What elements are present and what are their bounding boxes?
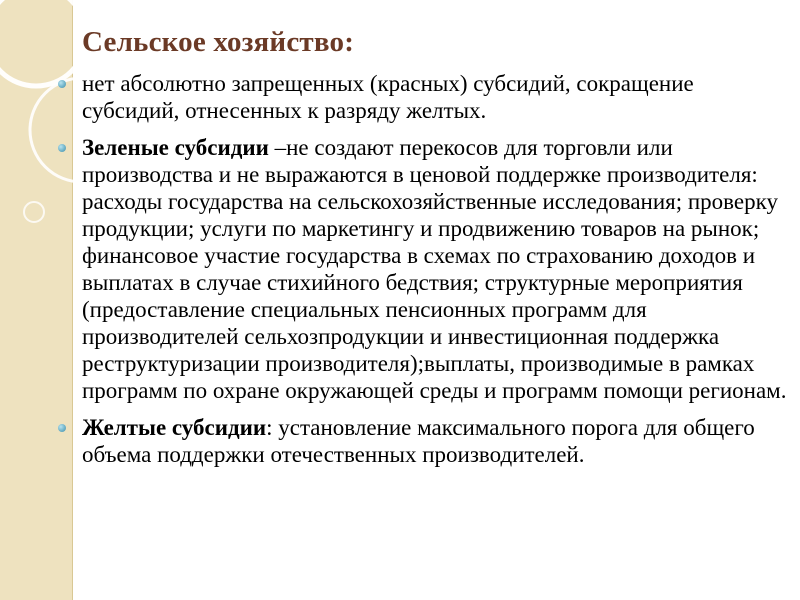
- bullet-text: нет абсолютно запрещенных (красных) субсидий, сокращение субсидий, отнесенных к разряду желтых.: [82, 71, 694, 123]
- bullet-bold-text: Зеленые субсидии: [82, 135, 269, 160]
- bullet-icon: [58, 144, 66, 152]
- bullet-icon: [58, 80, 66, 88]
- bullet-item: [82, 70, 794, 124]
- bullet-bold-text: Желтые субсидии: [82, 415, 267, 440]
- bullet-text: –не создают перекосов для торговли или производства и не выражаются в ценовой поддержке производителя: расходы государства на сельскохозяйственные исследования; проверку продукции; услуги по маркетингу и продвижению товаров на рынок; финансовое участие государства в схемах по страхованию доходов и выплатах в случае стихийного бедствия; структурные мероприятия (предоставление специальных пенсионных программ для производителей сельхозпродукции и инвестиционная поддержка реструктуризации производителя);выплаты, производимые в рамках программ по охране окружающей среды и программ помощи регионам.: [82, 135, 787, 403]
- bullet-list: [82, 70, 794, 478]
- bullet-text: : установление максимального порога для общего объема поддержки отечественных производителей.: [82, 415, 755, 467]
- slide-title: Сельское хозяйство:: [82, 26, 355, 58]
- left-decorative-band: [0, 0, 73, 600]
- bullet-item: [82, 134, 794, 404]
- bullet-icon: [58, 424, 66, 432]
- bullet-item: [82, 414, 794, 468]
